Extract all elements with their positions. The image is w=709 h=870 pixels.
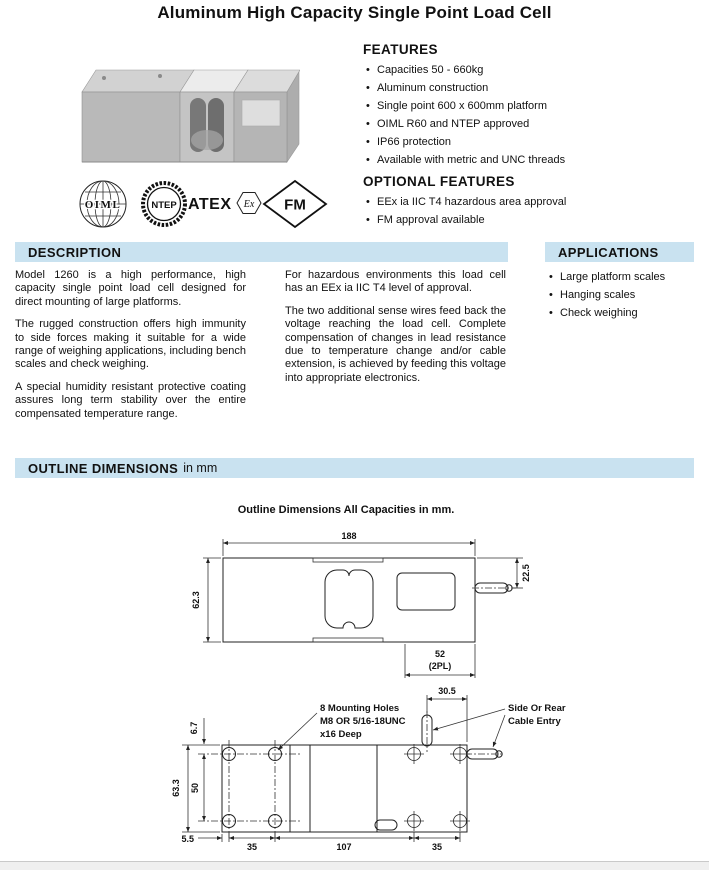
dim-label-35b: 35 <box>431 842 443 852</box>
dim-label-6-7: 6.7 <box>189 721 199 735</box>
top-hatch-strip <box>313 558 383 562</box>
dim-label-5-5: 5.5 <box>181 834 194 844</box>
ntep-text: NTEP <box>151 200 177 211</box>
description-paragraph: Model 1260 is a high performance, high capacity single point load cell designed for direct mounting of large platforms. <box>15 269 246 308</box>
load-cell-photo <box>70 60 300 175</box>
bottom-hatch-strip <box>313 638 383 642</box>
description-paragraph: The two additional sense wires feed back the voltage reaching the load cell. Complete compensation of changes in lead resistance due to temperature change and/or cable extension, is achieved by feeding this voltage into appropriate electronics. <box>285 304 506 384</box>
description-header-label: DESCRIPTION <box>28 244 122 260</box>
fm-text: FM <box>284 196 306 214</box>
oiml-logo <box>80 181 126 227</box>
mounting-holes-note: x16 Deep <box>320 729 362 740</box>
ex-hexagon-icon <box>237 193 261 214</box>
side-cable-entry <box>465 749 504 759</box>
cable-entry-note: Cable Entry <box>508 716 561 727</box>
features-list <box>363 61 708 169</box>
feature-item: • Single point 600 x 600mm platform <box>363 97 708 115</box>
hatched-section <box>310 745 377 832</box>
optional-feature-item: • EEx ia IIC T4 hazardous area approval <box>363 193 708 211</box>
dim-label-107: 107 <box>336 842 352 852</box>
label-plate <box>242 100 280 126</box>
page-title: Aluminum High Capacity Single Point Load Cell <box>157 3 552 22</box>
description-paragraph: A special humidity resistant protective coating assures long term stability over the entire compensated temperature range. <box>15 380 246 420</box>
description-column-1 <box>15 269 246 430</box>
application-item: • Large platform scales <box>546 268 706 286</box>
plan-body-outline <box>222 745 467 832</box>
atex-text: ATEX <box>188 196 232 213</box>
plan-view-drawing <box>160 682 610 862</box>
dim-label-63-3: 63.3 <box>171 779 181 797</box>
hatched-section <box>397 573 455 610</box>
ex-text: Ex <box>243 199 255 210</box>
dim-label-188: 188 <box>341 531 357 541</box>
outline-dimensions-header <box>15 458 694 478</box>
description-paragraph: For hazardous environments this load cell has an EEx ia IIC T4 level of approval. <box>285 269 506 295</box>
application-item: • Check weighing <box>546 304 706 322</box>
description-header <box>15 242 508 262</box>
mounting-holes-note: M8 OR 5/16-18UNC <box>320 716 406 727</box>
optional-feature-item: • FM approval available <box>363 211 708 229</box>
optional-features-heading: OPTIONAL FEATURES <box>363 174 515 189</box>
dim-label-50: 50 <box>190 782 200 794</box>
mounting-holes <box>223 744 471 831</box>
side-view-drawing <box>160 530 560 695</box>
description-column-2 <box>285 269 506 394</box>
load-cell-body-outline <box>223 558 475 642</box>
feature-item: • Aluminum construction <box>363 79 708 97</box>
outline-header-units: in mm <box>183 461 218 475</box>
features-block <box>363 42 708 229</box>
outline-header-label: OUTLINE DIMENSIONS <box>28 460 179 476</box>
dim-label-62-3: 62.3 <box>191 591 201 609</box>
description-paragraph: The rugged construction offers high immunity to side forces making it suitable for a wide range of weighing applications, including bench scales and check weighing. <box>15 318 246 371</box>
fm-diamond-logo <box>264 181 326 227</box>
dim-label-30-5: 30.5 <box>438 686 456 696</box>
mounting-holes-note: 8 Mounting Holes <box>320 703 400 714</box>
hatched-tab <box>375 820 397 830</box>
binocular-cutout <box>325 570 373 628</box>
page-bottom-edge <box>0 861 709 870</box>
feature-item: • Capacities 50 - 660kg <box>363 61 708 79</box>
optional-features-list <box>363 193 708 229</box>
applications-header-label: APPLICATIONS <box>558 244 659 260</box>
cable-entry-note: Side Or Rear <box>508 703 566 714</box>
rear-cable-entry <box>422 711 432 752</box>
applications-list <box>546 268 706 322</box>
features-heading: FEATURES <box>363 42 438 57</box>
feature-item: • IP66 protection <box>363 133 708 151</box>
feature-item: • OIML R60 and NTEP approved <box>363 115 708 133</box>
dim-label-35a: 35 <box>246 842 258 852</box>
dim-label-2pl: (2PL) <box>428 661 452 671</box>
drawing-caption: Outline Dimensions All Capacities in mm. <box>237 504 455 516</box>
feature-item: • Available with metric and UNC threads <box>363 151 708 169</box>
oiml-text: OIML <box>84 199 122 211</box>
ntep-logo <box>143 183 185 225</box>
cable <box>472 583 516 593</box>
application-item: • Hanging scales <box>546 286 706 304</box>
certification-logos <box>70 178 335 234</box>
applications-header <box>545 242 694 262</box>
dim-label-52: 52 <box>434 649 446 659</box>
dim-label-22-5: 22.5 <box>521 564 531 582</box>
